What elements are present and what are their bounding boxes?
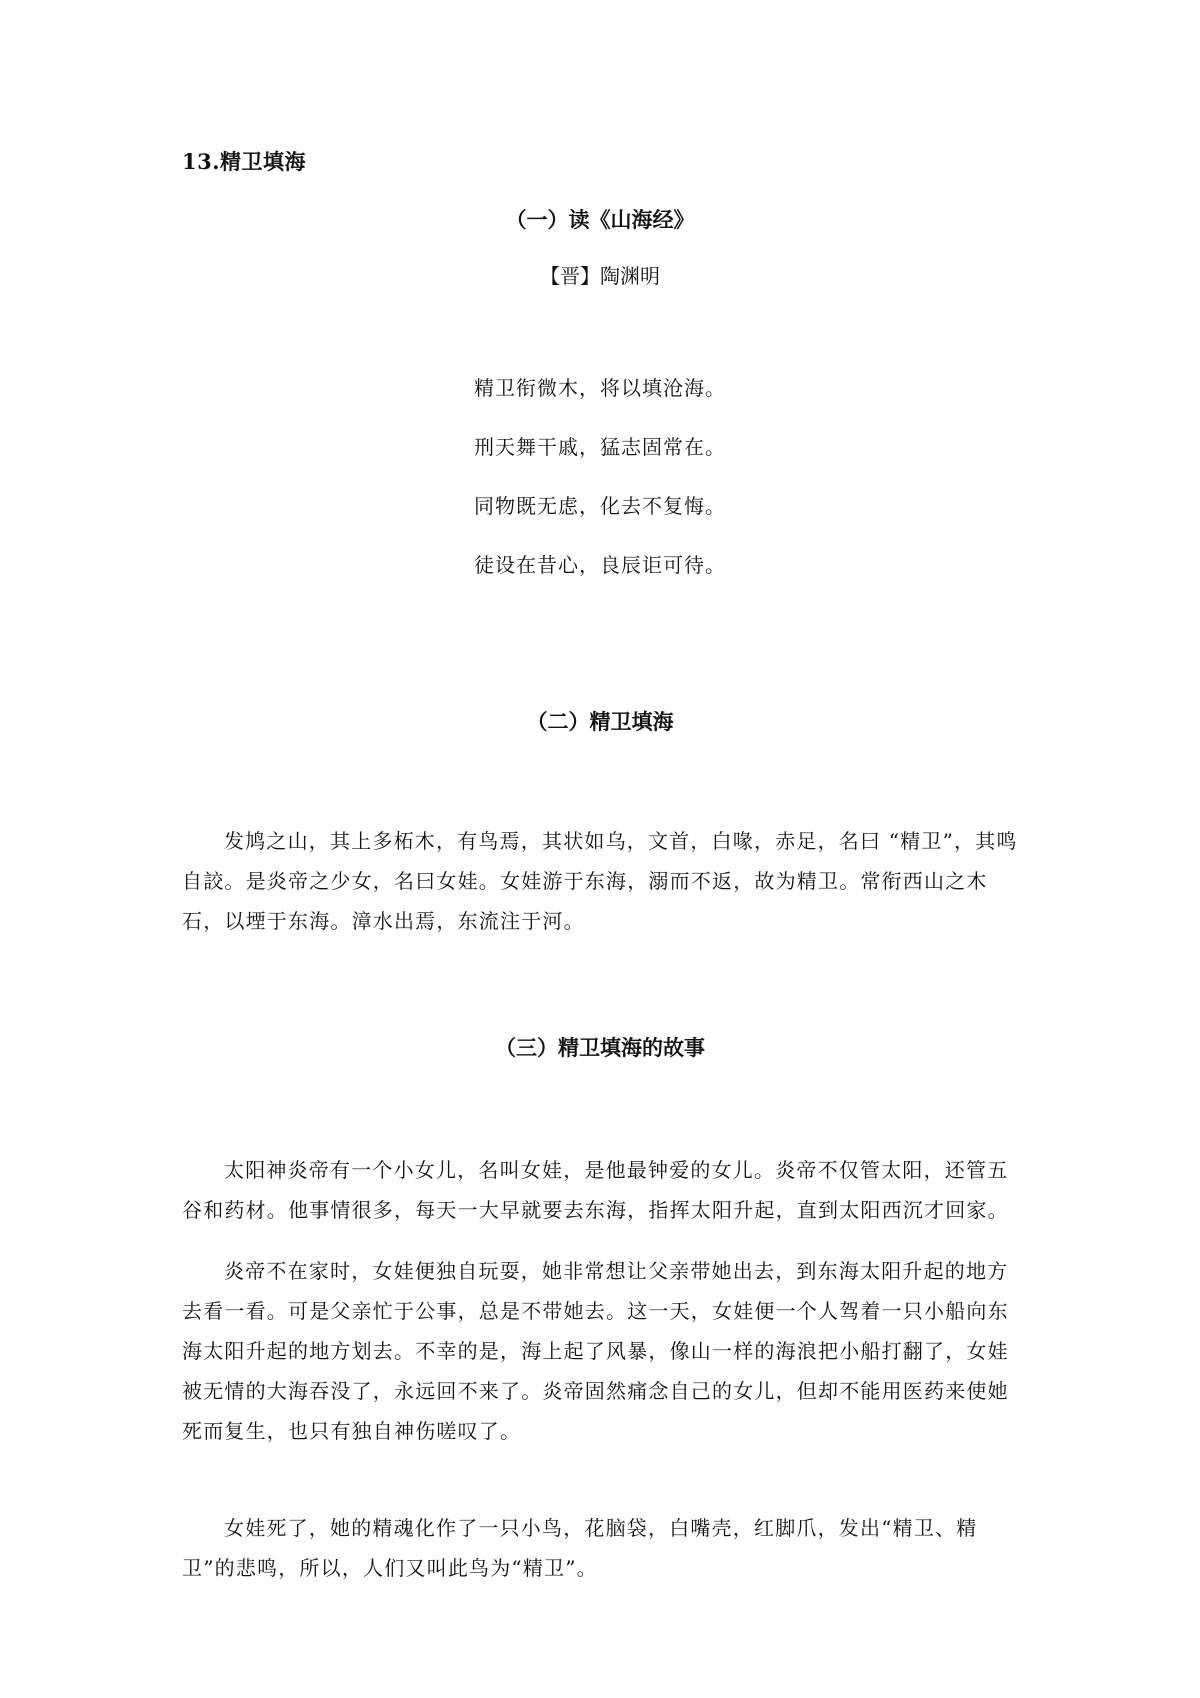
story-paragraph: 太阳神炎帝有一个小女儿，名叫女娃，是他最钟爱的女儿。炎帝不仅管太阳，还管五谷和药材。他事情很多，每天一大早就要去东海，指挥太阳升起，直到太阳西沉才回家。 [182, 1158, 1009, 1222]
section-2-heading: （二）精卫填海 [526, 709, 674, 734]
poem-line: 刑天舞干戚，猛志固常在。 [474, 435, 726, 459]
section-2-paragraph: 发鸠之山，其上多柘木，有鸟焉，其状如乌，文首，白喙，赤足，名曰 “精卫”，其鸣自詨。是炎帝之少女，名曰女娃。女娃游于东海，溺而不返，故为精卫。常衔西山之木石，以堙于东海。漳水出焉，东流注于河。 [182, 829, 1018, 933]
section-1-heading: （一）读《山海经》 [505, 207, 695, 232]
poem-line: 同物既无虑，化去不复悔。 [474, 494, 726, 518]
section-3-heading: （三）精卫填海的故事 [495, 1035, 705, 1060]
poem-line: 精卫衔微木，将以填沧海。 [474, 376, 726, 400]
lesson-title: 13.精卫填海 [182, 149, 307, 174]
story-paragraph: 女娃死了，她的精魂化作了一只小鸟，花脑袋，白嘴壳，红脚爪，发出“精卫、精卫”的悲鸣，所以，人们又叫此鸟为“精卫”。 [182, 1516, 978, 1580]
poem-author: 【晋】陶渊明 [540, 264, 660, 288]
story-paragraph: 炎帝不在家时，女娃便独自玩耍，她非常想让父亲带她出去，到东海太阳升起的地方去看一看。可是父亲忙于公事，总是不带她去。这一天，女娃便一个人驾着一只小船向东海太阳升起的地方划去。不幸的是，海上起了风暴，像山一样的海浪把小船打翻了，女娃被无情的大海吞没了，永远回不来了。炎帝固然痛念自己的女儿，但却不能用医药来使她死而复生，也只有独自神伤嗟叹了。 [182, 1259, 1009, 1443]
poem-line: 徒设在昔心，良辰讵可待。 [474, 553, 726, 577]
